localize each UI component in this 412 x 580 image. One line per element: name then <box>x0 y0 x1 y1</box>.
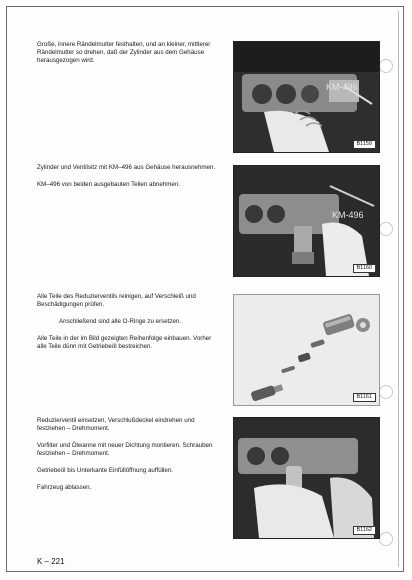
valve-parts-layout-photo <box>234 295 379 405</box>
instruction-text-3 <box>37 293 222 360</box>
instruction-paragraph: Große, innere Rändelmutter festhalten, und an kleiner, mittlerer Rändelmutter so drehen, daß der Zylinder aus dem Gehäuse herausgezogen wird. <box>37 41 211 64</box>
manual-page <box>6 6 404 572</box>
figure-label: B1162 <box>353 526 377 535</box>
instruction-paragraph: KM–496 von beiden ausgebauten Teilen abnehmen. <box>37 181 180 188</box>
binder-hole <box>379 385 393 399</box>
figure-label: B1160 <box>353 264 377 273</box>
instruction-text-4 <box>37 417 222 501</box>
photo-figure-2 <box>233 165 380 277</box>
tool-label: KM-496 <box>332 210 364 220</box>
valve-removal-photo <box>234 166 379 276</box>
figure-label: B1159 <box>353 140 377 149</box>
page-edge-rule <box>398 11 399 567</box>
instruction-paragraph: Fahrzeug ablassen. <box>37 484 92 491</box>
instruction-paragraph: Alle Teile in der im Bild gezeigten Reihenfolge einbauen. Vorher alle Teile dünn mit Getriebeöl bestreichen. <box>37 335 212 350</box>
tool-label: KM-496 <box>326 82 358 92</box>
instruction-paragraph: Vorfilter und Ölwanne mit neuer Dichtung montieren. Schrauben festziehen – Drehmoment. <box>37 442 213 457</box>
valve-installation-photo <box>234 418 379 538</box>
binder-hole <box>379 222 393 236</box>
page-number: K – 221 <box>37 557 65 566</box>
photo-figure-4 <box>233 417 380 539</box>
valve-body-photo <box>234 42 379 152</box>
instruction-paragraph: Zylinder und Ventilsitz mit KM–496 aus Gehäuse herausnehmen. <box>37 164 216 171</box>
binder-hole <box>379 59 393 73</box>
binder-hole <box>379 532 393 546</box>
photo-figure-3 <box>233 294 380 406</box>
instruction-text-1 <box>37 41 222 74</box>
instruction-paragraph: Anschließend sind alle O-Ringe zu ersetzen. <box>59 318 182 325</box>
instruction-text-2 <box>37 164 222 198</box>
figure-label: B1161 <box>353 393 377 402</box>
photo-figure-1 <box>233 41 380 153</box>
instruction-paragraph: Alle Teile des Reduzierventils reinigen, auf Verschleiß und Beschädigungen prüfen. <box>37 293 196 308</box>
instruction-paragraph: Reduzierventil einsetzen, Verschlußdeckel eindrehen und festziehen – Drehmoment. <box>37 417 195 432</box>
instruction-paragraph: Getriebeöl bis Unterkante Einfüllöffnung auffüllen. <box>37 467 173 474</box>
